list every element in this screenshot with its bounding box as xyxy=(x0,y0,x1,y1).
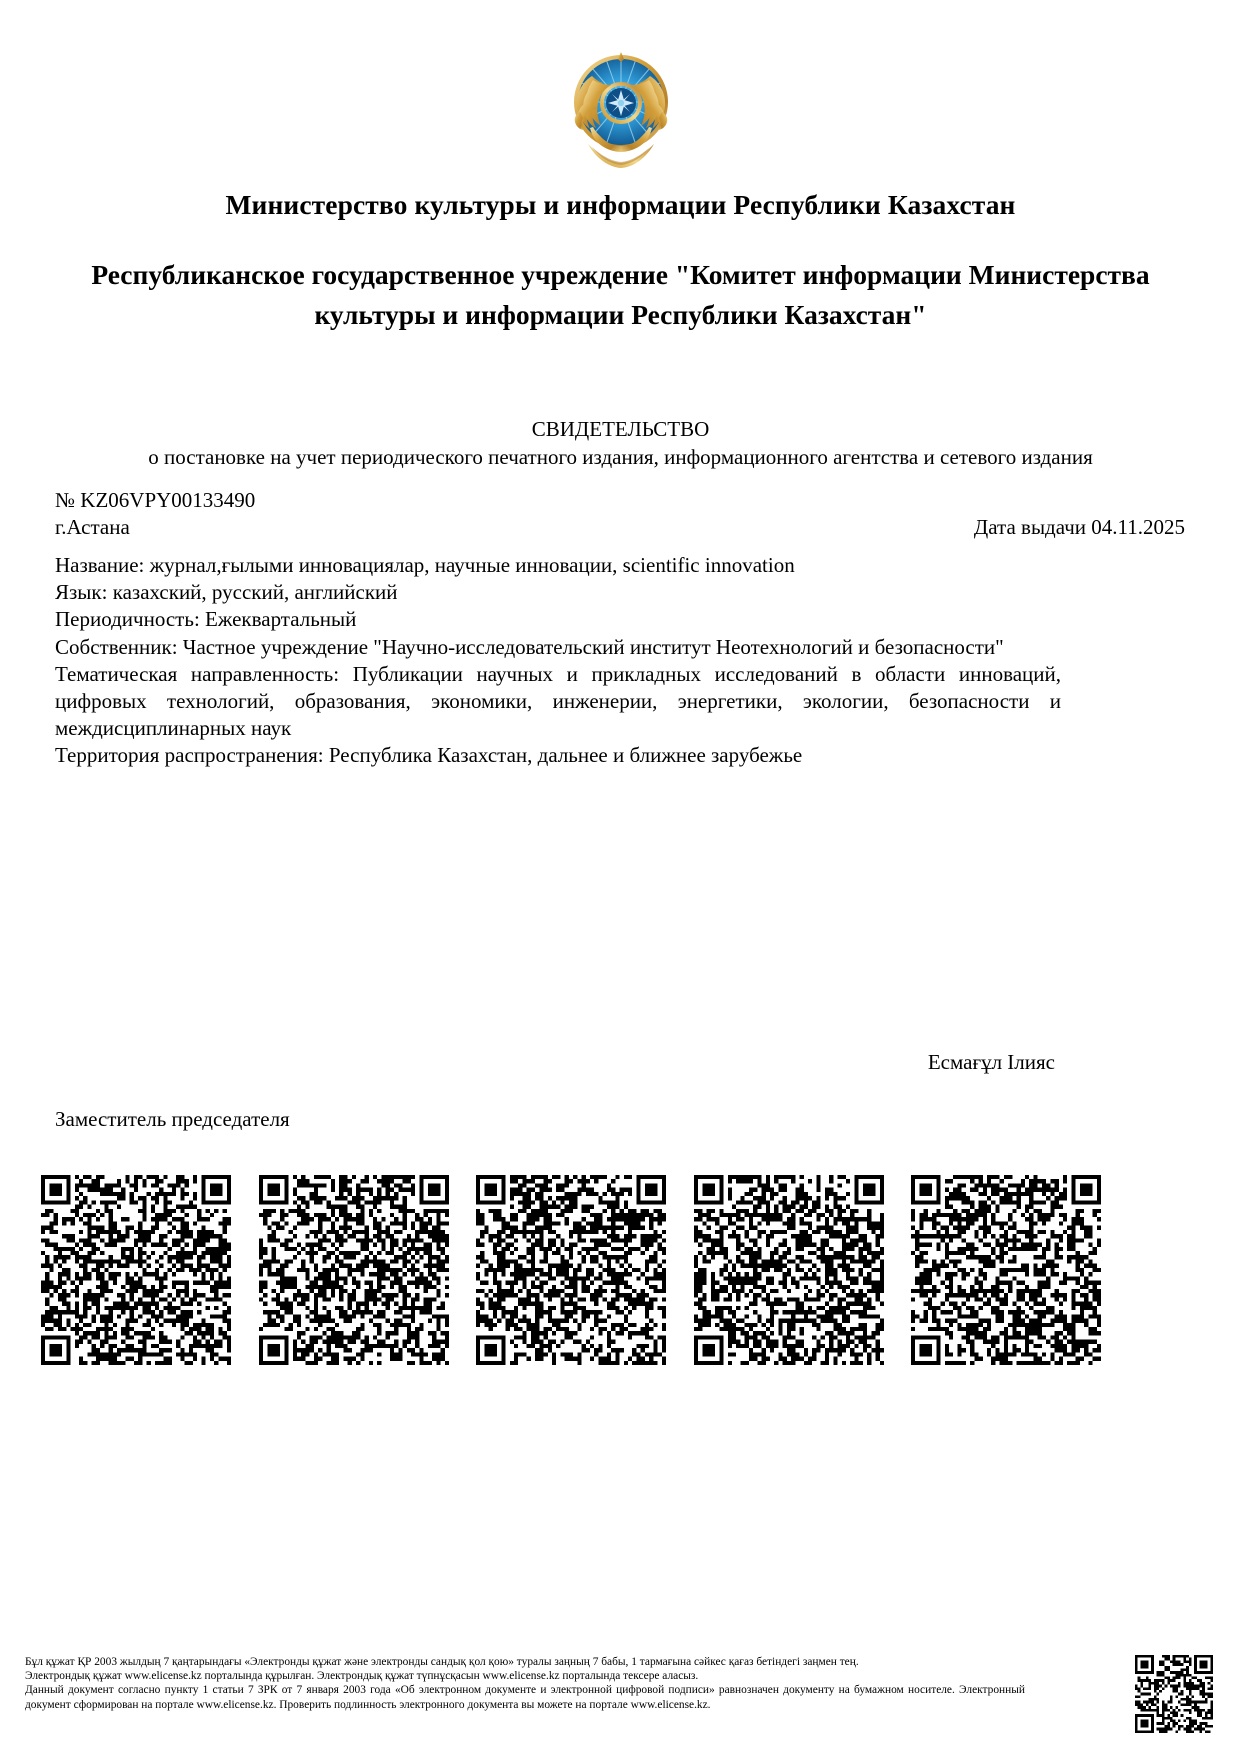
organization-title: Республиканское государственное учреждение "Комитет информации Министерства культуры и информации Республики Казахстан" xyxy=(91,259,1150,330)
qr-code-2 xyxy=(259,1175,449,1365)
footer-line-ru-1: Данный документ согласно пункту 1 статьи 7 ЗРК от 7 января 2003 года «Об электронном документе и электронной цифровой подписи» равнозначен документу на бумажном носителе. Электронный документ сформирован на портале www.elicense.kz. Проверить подлинность электронного документа вы можете на портале www.elicense.kz. xyxy=(25,1684,1025,1711)
certificate-number: № KZ06VPY00133490 xyxy=(55,488,256,512)
signer-name: Есмағұл Ілияс xyxy=(927,1050,1055,1074)
signature-qr-codes xyxy=(41,1175,1101,1365)
detail-language: Язык: казахский, русский, английский xyxy=(55,580,398,605)
footer-qr-code xyxy=(1135,1655,1213,1733)
certificate-details xyxy=(55,552,1061,770)
state-emblem-container xyxy=(0,46,1241,170)
detail-name: Название: журнал,ғылыми инновациялар, научные инновации, scientific innovation xyxy=(55,553,795,577)
certificate-subtitle: о постановке на учет периодического печатного издания, информационного агентства и сетевого издания xyxy=(148,445,1093,469)
certificate-number-row xyxy=(55,487,1185,514)
footer-line-kk-1: Бұл құжат ҚР 2003 жылдың 7 қаңтарындағы «Электронды құжат және электронды сандық қол қою» туралы заңның 7 бабы, 1 тармағына сәйкес қағаз бетіндегі заңмен тең. xyxy=(25,1656,859,1668)
qr-code-1 xyxy=(41,1175,231,1365)
detail-thematic-focus: Тематическая направленность: Публикации научных и прикладных исследований в области инноваций, цифровых технологий, образования, экономики, инженерии, энергетики, экологии, безопасности и междисциплинарных наук xyxy=(55,661,1061,741)
certificate-city: г.Астана xyxy=(55,515,130,539)
qr-code-5 xyxy=(911,1175,1101,1365)
signer-role: Заместитель председателя xyxy=(55,1107,290,1131)
footer-legal-text xyxy=(25,1655,1025,1712)
detail-periodicity: Периодичность: Ежеквартальный xyxy=(55,607,357,632)
certificate-meta xyxy=(55,487,1185,541)
qr-code-3 xyxy=(476,1175,666,1365)
certificate-city-date-row xyxy=(55,514,1185,541)
footer-line-kk-2: Электрондық құжат www.elicense.kz порталында құрылған. Электрондық құжат түпнұсқасын www.elicense.kz порталында тексере аласыз. xyxy=(25,1670,699,1683)
ministry-title: Министерство культуры и информации Республики Казахстан xyxy=(225,189,1016,220)
certificate-issue-date: Дата выдачи 04.11.2025 xyxy=(973,515,1185,539)
certificate-title: СВИДЕТЕЛЬСТВО xyxy=(531,417,710,441)
qr-code-4 xyxy=(694,1175,884,1365)
kazakhstan-coat-of-arms-icon xyxy=(562,46,680,170)
detail-owner: Собственник: Частное учреждение "Научно-исследовательский институт Неотехнологий и безопасности" xyxy=(55,634,1004,659)
detail-territory: Территория распространения: Республика Казахстан, дальнее и ближнее зарубежье xyxy=(55,743,803,768)
